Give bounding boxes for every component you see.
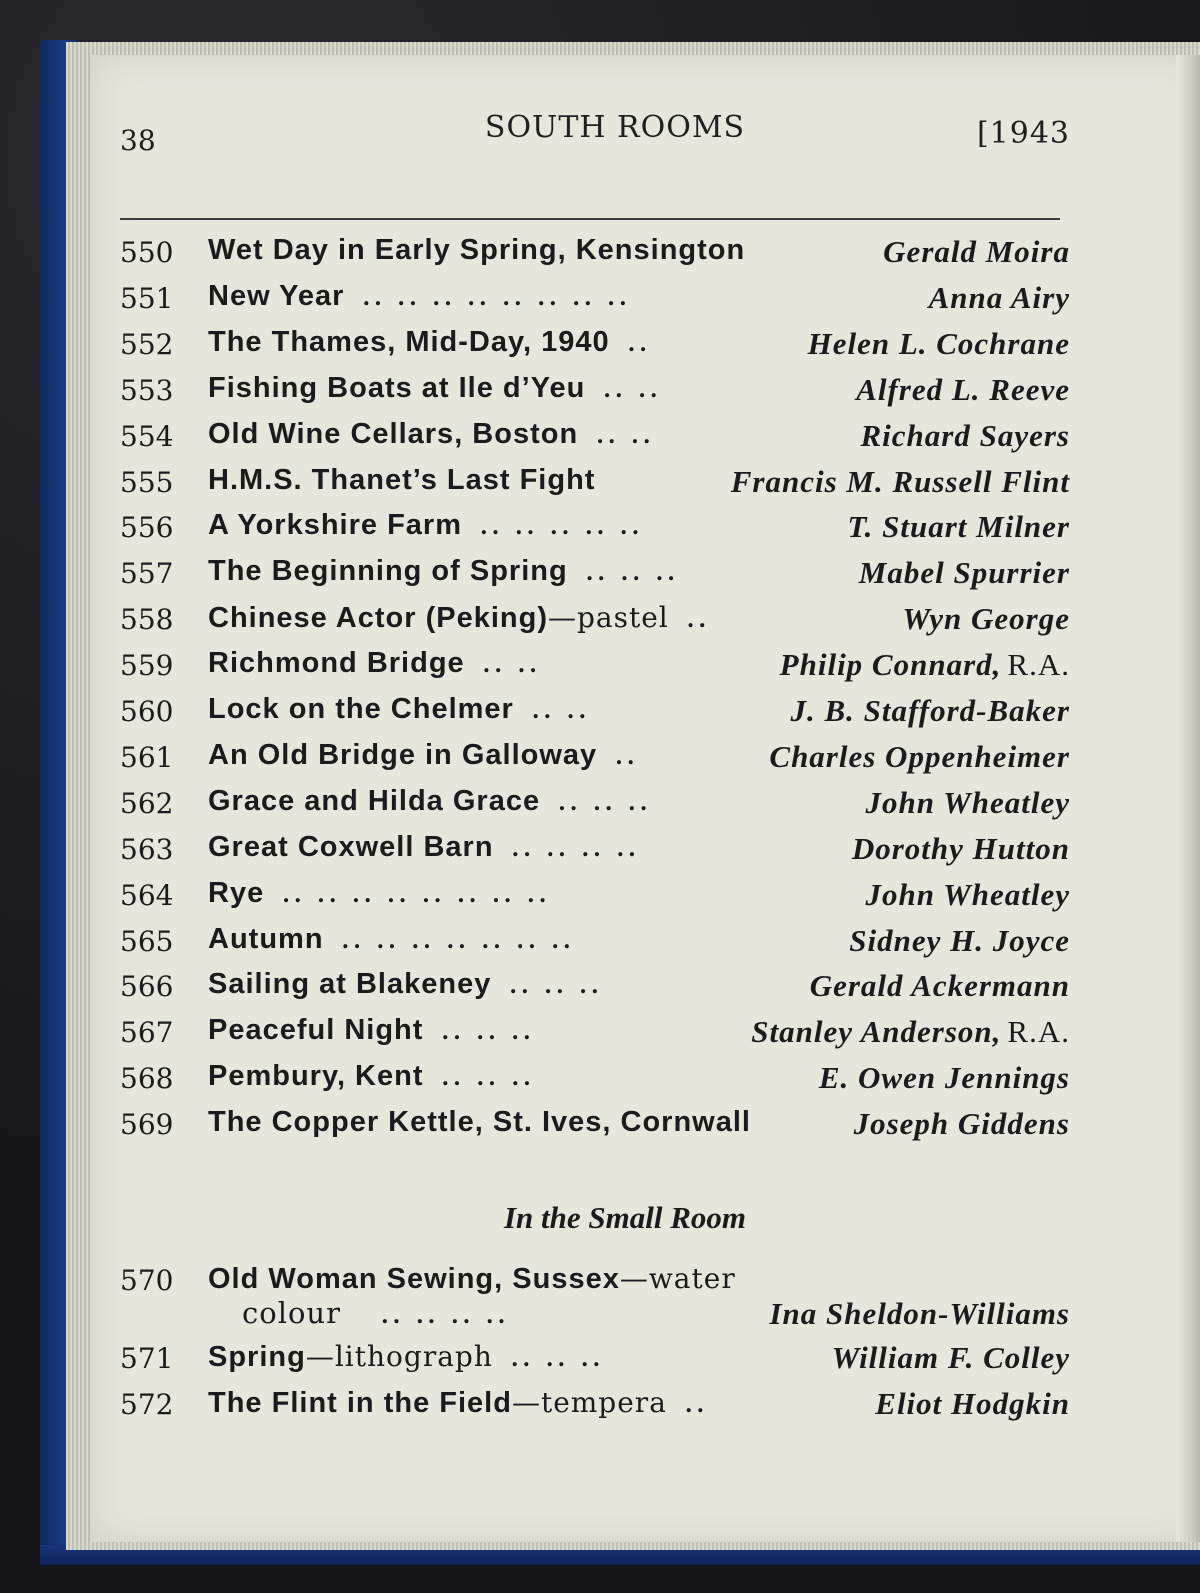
catalogue-entry — [120, 1340, 1070, 1384]
entry-artist — [861, 418, 1071, 454]
entry-title — [208, 1386, 708, 1420]
entry-medium: —water — [619, 1262, 736, 1295]
entry-number: 567 — [120, 1016, 174, 1050]
entry-number: 569 — [120, 1108, 174, 1142]
entry-title-text: Sailing at Blakeney — [208, 968, 492, 1001]
entry-title — [208, 1262, 736, 1296]
dot-leader: .. .. .. — [509, 973, 603, 1000]
entry-title — [208, 831, 640, 864]
dot-leader: .. .. — [531, 698, 591, 724]
entry-title — [208, 326, 651, 359]
catalogue-entry — [120, 785, 1070, 829]
entry-title — [208, 555, 679, 588]
entry-artist — [929, 280, 1070, 316]
artist-name: Sidney H. Joyce — [849, 922, 1070, 958]
entry-title — [208, 372, 662, 405]
artist-name: Eliot Hodgkin — [875, 1386, 1070, 1421]
artist-name: Stanley Anderson, — [751, 1014, 1002, 1050]
dot-leader: .. .. .. .. — [380, 1303, 510, 1329]
catalogue-entry — [120, 280, 1070, 324]
page-gutter — [1176, 55, 1200, 1542]
entry-artist — [854, 1106, 1070, 1142]
entry-title-text: Great Coxwell Barn — [208, 830, 494, 863]
entry-number: 561 — [120, 740, 174, 774]
entry-artist — [751, 1014, 1070, 1050]
artist-name: Richard Sayers — [860, 417, 1070, 453]
entry-artist — [848, 509, 1070, 545]
entry-artist — [866, 785, 1070, 821]
entry-title — [208, 1340, 604, 1374]
catalogue-entry — [120, 418, 1070, 462]
entry-artist — [852, 831, 1070, 867]
dot-leader: .. .. .. — [441, 1019, 535, 1046]
catalogue-entry — [120, 739, 1070, 783]
entry-number: 566 — [120, 970, 174, 1004]
entry-title-text: Richmond Bridge — [208, 647, 465, 680]
entry-title — [208, 1014, 535, 1047]
dot-leader: .. .. .. .. — [511, 835, 640, 862]
dot-leader: .. — [684, 1392, 709, 1418]
artist-name: Francis M. Russell Flint — [730, 463, 1070, 499]
entry-title-text: Spring — [208, 1341, 306, 1373]
catalogue-entry — [120, 831, 1070, 875]
entry-artist — [769, 1296, 1070, 1332]
dot-leader: .. .. .. .. .. .. .. — [341, 927, 575, 954]
entry-title — [208, 647, 541, 680]
dot-leader: .. .. .. .. .. — [480, 514, 644, 541]
entry-title — [208, 923, 575, 956]
dot-leader: .. .. — [603, 376, 662, 403]
entry-number: 553 — [120, 373, 174, 407]
entry-title-text: Old Wine Cellars, Boston — [208, 417, 579, 450]
entry-number: 570 — [120, 1264, 174, 1297]
catalogue-entry — [120, 1106, 1070, 1150]
artist-name: Dorothy Hutton — [851, 830, 1070, 866]
entry-title-text: H.M.S. Thanet’s Last Fight — [208, 463, 596, 496]
artist-name: J. B. Stafford-Baker — [790, 693, 1070, 728]
entry-title-text: Old Woman Sewing, Sussex — [208, 1263, 620, 1295]
entry-title-text: Chinese Actor (Peking) — [208, 602, 548, 635]
catalogue-entry — [120, 601, 1070, 645]
artist-name: Philip Connard, — [779, 647, 1002, 683]
catalogue-entry — [120, 555, 1070, 599]
entry-artist — [819, 1060, 1070, 1096]
artist-name: Ina Sheldon-Williams — [769, 1296, 1070, 1331]
entry-medium: —tempera — [511, 1386, 667, 1419]
catalogue-entry — [120, 968, 1070, 1012]
running-title: SOUTH ROOMS — [484, 110, 746, 145]
entry-title — [208, 739, 639, 772]
entry-number: 568 — [120, 1062, 174, 1096]
entry-title-text: Fishing Boats at Ile d’Yeu — [208, 371, 586, 404]
entry-title-text: Rye — [208, 876, 265, 909]
dot-leader: .. — [627, 330, 651, 357]
entry-title-text: The Copper Kettle, St. Ives, Cornwall — [208, 1106, 751, 1139]
entry-title-text: Autumn — [208, 922, 324, 955]
catalogue-entry — [120, 464, 1070, 508]
entry-title-text: Pembury, Kent — [208, 1060, 424, 1093]
entry-artist — [866, 877, 1070, 913]
entry-title-text: A Yorkshire Farm — [208, 509, 463, 542]
entry-number: 555 — [120, 465, 174, 499]
catalogue-entry — [120, 1014, 1070, 1058]
entry-number: 563 — [120, 832, 174, 866]
catalogue-entry — [120, 877, 1070, 921]
entry-number: 560 — [120, 695, 174, 728]
dot-leader: .. .. .. — [558, 789, 652, 816]
catalogue-entry — [120, 1262, 1070, 1331]
dot-leader: .. .. .. — [510, 1346, 605, 1372]
entry-artist — [780, 647, 1070, 683]
entry-artist — [875, 1386, 1070, 1422]
entry-title — [208, 693, 590, 726]
dot-leader: .. .. .. .. .. .. .. .. — [362, 284, 631, 311]
entry-number: 551 — [120, 281, 174, 315]
section-heading: In the Small Room — [503, 1200, 747, 1235]
artist-name: William F. Colley — [831, 1340, 1070, 1375]
dot-leader: .. — [686, 607, 711, 634]
entry-artist — [808, 326, 1070, 362]
artist-name: Gerald Moira — [883, 234, 1070, 269]
entry-number: 559 — [120, 649, 174, 683]
artist-name: T. Stuart Milner — [847, 509, 1070, 545]
dot-leader: .. — [615, 743, 639, 770]
entry-title — [208, 877, 550, 910]
artist-name: Charles Oppenheimer — [769, 738, 1070, 774]
page-number: 38 — [120, 124, 156, 157]
dot-leader: .. .. .. .. .. .. .. .. — [282, 881, 551, 908]
catalogue-entry — [120, 326, 1070, 370]
entry-artist — [832, 1340, 1070, 1376]
entry-title — [208, 968, 603, 1001]
artist-honorific: R.A. — [1007, 1014, 1070, 1050]
dot-leader: .. .. — [482, 652, 541, 679]
entry-number: 556 — [120, 511, 174, 545]
entry-artist — [790, 693, 1070, 729]
artist-name: Alfred L. Reeve — [856, 371, 1070, 407]
entry-number: 552 — [120, 327, 174, 361]
entry-number: 572 — [120, 1388, 174, 1421]
entry-number: 562 — [120, 786, 174, 820]
catalogue-entry — [120, 693, 1070, 737]
entry-artist — [883, 234, 1070, 270]
artist-honorific: R.A. — [1007, 647, 1070, 683]
page-header — [120, 110, 1070, 160]
entry-title — [208, 785, 651, 818]
entry-number: 571 — [120, 1342, 174, 1375]
entry-number: 550 — [120, 236, 174, 269]
entry-number: 557 — [120, 557, 174, 591]
entry-artist — [902, 601, 1070, 637]
artist-name: E. Owen Jennings — [818, 1060, 1070, 1096]
entry-title — [208, 509, 643, 542]
catalogue-entry — [120, 1060, 1070, 1104]
entry-title-text: An Old Bridge in Galloway — [208, 738, 598, 771]
entry-number: 554 — [120, 419, 174, 453]
artist-name: Helen L. Cochrane — [807, 325, 1070, 361]
catalogue-entry — [120, 647, 1070, 691]
entry-title-text: The Thames, Mid-Day, 1940 — [208, 325, 610, 358]
entry-artist — [856, 372, 1070, 408]
entry-artist — [810, 968, 1070, 1004]
entry-artist — [731, 464, 1070, 500]
entry-title — [208, 1060, 535, 1093]
entry-title — [208, 464, 595, 497]
artist-name: Joseph Giddens — [853, 1106, 1070, 1142]
entry-artist — [859, 555, 1070, 591]
catalogue-entry — [120, 1386, 1070, 1430]
entry-title — [208, 1106, 751, 1139]
artist-name: Gerald Ackermann — [809, 968, 1070, 1004]
entry-title — [208, 418, 654, 451]
artist-name: John Wheatley — [865, 784, 1070, 820]
entry-number: 558 — [120, 603, 174, 637]
catalogue-entry — [120, 923, 1070, 967]
continuation-text: colour — [242, 1296, 341, 1330]
entry-title-text: Peaceful Night — [208, 1014, 424, 1047]
entry-title — [208, 280, 631, 313]
artist-name: Wyn George — [902, 601, 1070, 637]
year-label: [1943 — [976, 116, 1070, 151]
catalogue-entry — [120, 372, 1070, 416]
entry-title-text: The Flint in the Field — [208, 1387, 512, 1419]
artist-name: John Wheatley — [865, 876, 1070, 912]
dot-leader: .. .. — [596, 422, 655, 449]
entry-title — [208, 234, 745, 267]
entry-number: 564 — [120, 878, 174, 912]
entry-artist — [769, 739, 1070, 775]
header-rule — [120, 218, 1060, 220]
catalogue-entry — [120, 509, 1070, 553]
dot-leader: .. .. .. — [441, 1065, 535, 1092]
entry-artist — [849, 923, 1070, 959]
dot-leader: .. .. .. — [585, 560, 679, 587]
entry-medium: —lithograph — [305, 1340, 493, 1373]
entry-title-text: The Beginning of Spring — [208, 555, 568, 588]
entry-number: 565 — [120, 924, 174, 958]
catalogue-entry — [120, 234, 1070, 278]
entry-title-text: New Year — [208, 279, 345, 312]
entry-medium: —pastel — [547, 601, 669, 635]
entry-title — [208, 601, 710, 635]
artist-name: Anna Airy — [928, 279, 1070, 315]
entry-title-text: Grace and Hilda Grace — [208, 784, 541, 817]
artist-name: Mabel Spurrier — [858, 555, 1070, 591]
entry-title-text: Wet Day in Early Spring, Kensington — [208, 234, 746, 266]
entry-title-text: Lock on the Chelmer — [208, 693, 514, 725]
entry-title-continuation — [242, 1296, 509, 1330]
